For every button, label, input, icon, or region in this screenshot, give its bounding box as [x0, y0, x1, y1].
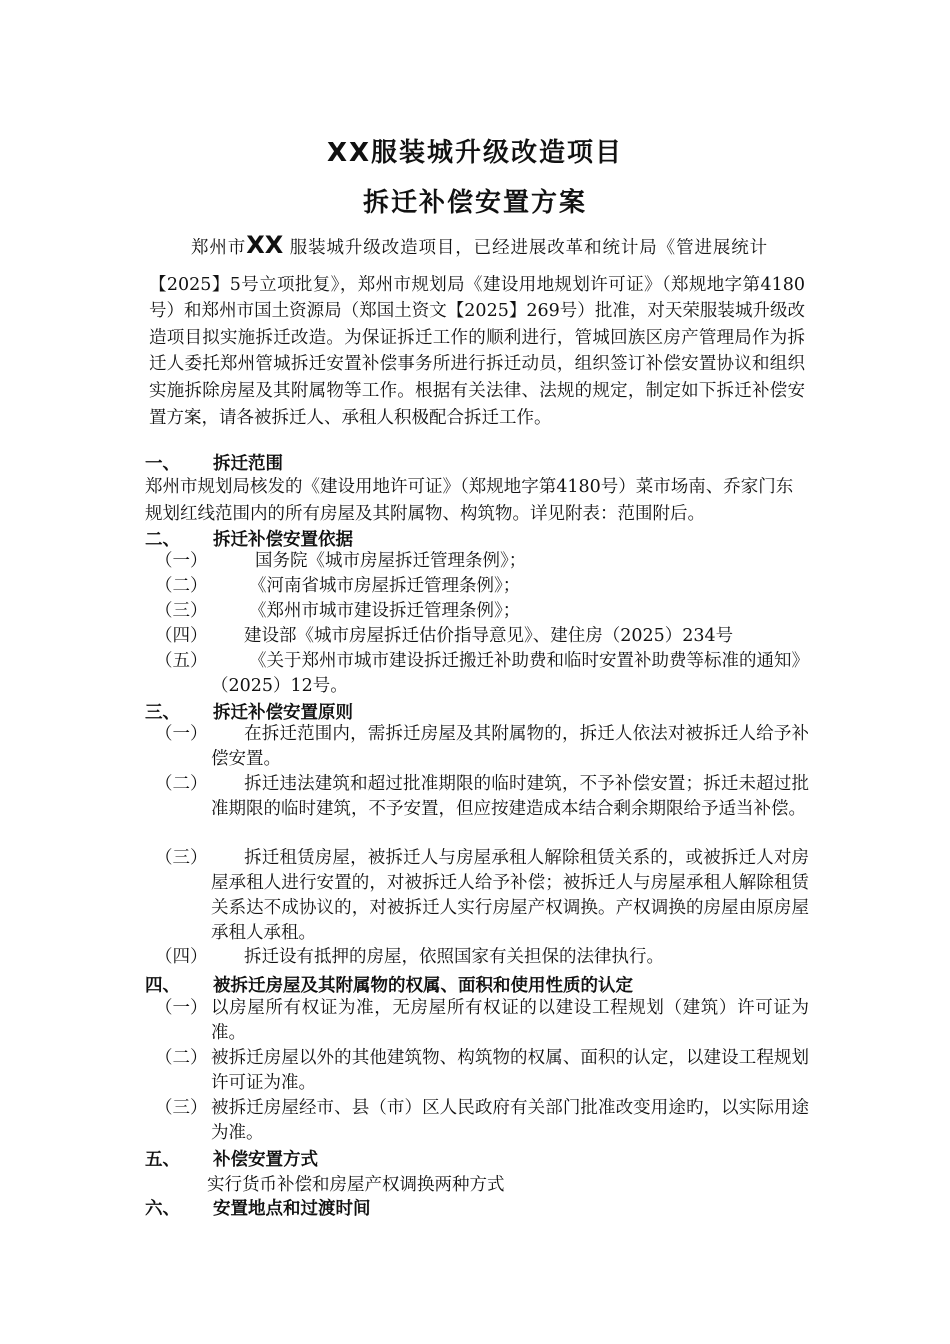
intro-highlight: XX: [246, 231, 284, 259]
principle-item: （三） 拆迁租赁房屋，被拆迁人与房屋承租人解除租赁关系的，或被拆迁人对房屋承租人进行安置的，对被拆迁人给予补偿；被拆迁人与房屋承租人解除租赁关系达不成协议的，对被拆迁人实行房屋产权调换。产权调换的房屋由原房屋承租人承租。: [155, 848, 809, 943]
basis-item: （一） 国务院《城市房屋拆迁管理条例》；: [155, 551, 527, 571]
section-5-text: 实行货币补偿和房屋产权调换两种方式: [207, 1175, 505, 1195]
basis-item: （二） 《河南省城市房屋拆迁管理条例》；: [155, 576, 521, 596]
section-3-heading: 三、 拆迁补偿安置原则: [145, 703, 353, 723]
principle-item: （二） 拆迁违法建筑和超过批准期限的临时建筑，不予补偿安置；拆迁未超过批准期限的临时建筑，不予安置，但应按建造成本结合剩余期限给予适当补偿。: [155, 774, 809, 819]
section-4-heading: 四、 被拆迁房屋及其附属物的权属、面积和使用性质的认定: [145, 976, 633, 996]
recognition-item: （三） 被拆迁房屋经市、县（市）区人民政府有关部门批准改变用途旳，以实际用途为准。: [155, 1098, 809, 1143]
principle-item: （四） 拆迁设有抵押的房屋，依照国家有关担保的法律执行。: [155, 947, 664, 967]
intro-paragraph: [145, 232, 805, 431]
intro-prefix: 郑州市: [191, 238, 247, 258]
document-subtitle: 拆迁补偿安置方案: [362, 188, 587, 218]
section-5-heading: 五、 补偿安置方式: [145, 1150, 318, 1170]
recognition-item: （一） 以房屋所有权证为准，无房屋所有权证的以建设工程规划（建筑）许可证为准。: [155, 998, 809, 1043]
intro-body: 【2025】5号立项批复》，郑州市规划局《建设用地规划许可证》（郑规地字第4180号）和郑州市国土资源局（郑国土资文【2025】269号）批准，对天荣服装城升级改造项目拟实施拆迁改造。为保证拆迁工作的顺利进行，管城回族区房产管理局作为拆迁人委托郑州管城拆迁安置补偿事务所进行拆迁动员，组织签订补偿安置协议和组织实施拆除房屋及其附属物等工作。根据有关法律、法规的规定，制定如下拆迁补偿安置方案，请各被拆迁人、承租人积极配合拆迁工作。: [149, 274, 805, 428]
intro-line1: 服装城升级改造项目，已经进展改革和统计局《管进展统计: [289, 238, 769, 258]
section-1-heading: 一、 拆迁范围: [145, 454, 283, 474]
basis-item: （四） 建设部《城市房屋拆迁估价指导意见》、建住房（2025）234号: [155, 626, 734, 646]
section-6-heading: 六、 安置地点和过渡时间: [145, 1199, 371, 1219]
document-title: XX服装城升级改造项目: [326, 138, 624, 168]
section-2-heading: 二、 拆迁补偿安置依据: [145, 530, 353, 550]
basis-item: （三） 《郑州市城市建设拆迁管理条例》；: [155, 601, 521, 621]
recognition-item: （二） 被拆迁房屋以外的其他建筑物、构筑物的权属、面积的认定，以建设工程规划许可证为准。: [155, 1048, 809, 1093]
basis-item: （五） 《关于郑州市城市建设拆迁搬迁补助费和临时安置补助费等标准的通知》（2025）12号。: [155, 651, 809, 696]
section-1-text: 郑州市规划局核发的《建设用地许可证》（郑规地字第4180号）菜市场南、乔家门东规划红线范围内的所有房屋及其附属物、构筑物。详见附表：范围附后。: [145, 477, 794, 524]
principle-item: （一） 在拆迁范围内，需拆迁房屋及其附属物的，拆迁人依法对被拆迁人给予补偿安置。: [155, 724, 809, 769]
